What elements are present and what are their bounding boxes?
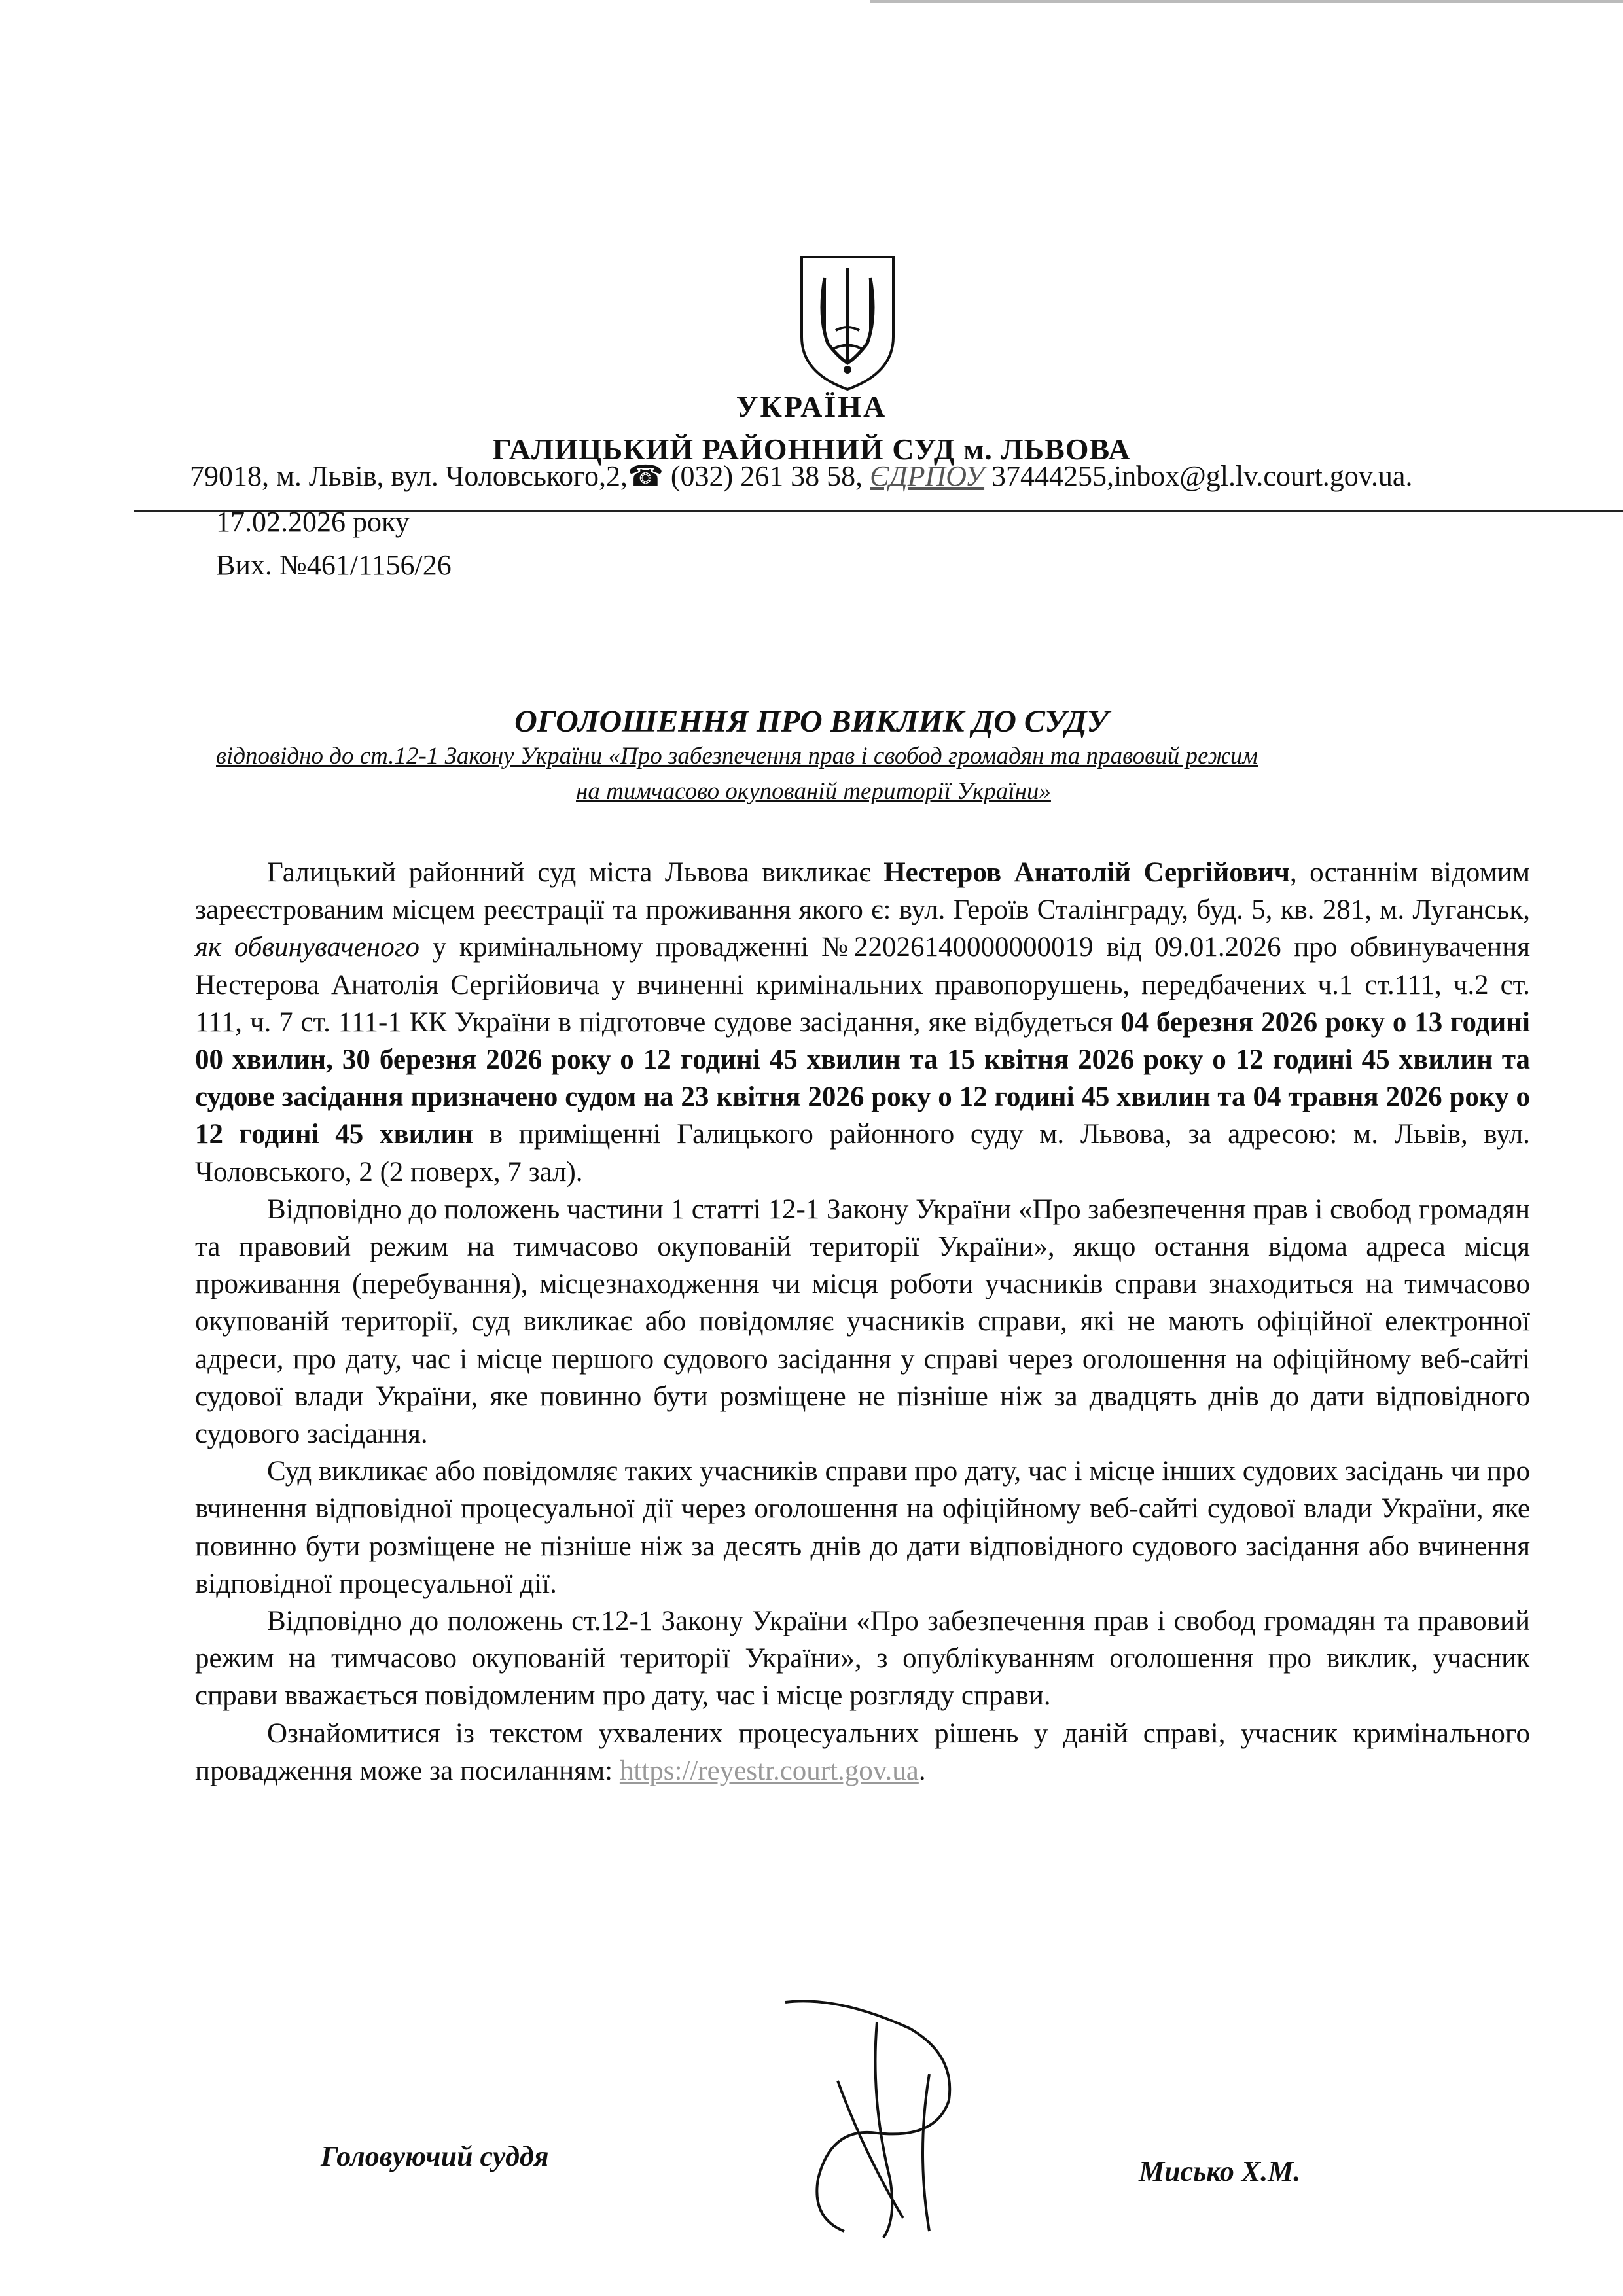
paragraph-law-1: Відповідно до положень частини 1 статті 12-1 Закону України «Про забезпечення прав і свобод громадян та правовий режим на тимчасово окупованій території України», якщо остання відома адреса місця проживання (перебування), місцезнаходження чи місця роботи учасників справи знаходиться на тимчасово окупованій території, суд викликає або повідомляє учасників справи, які не мають офіційної електронної адреси, про дату, час і місце першого судового засідання у справі через оголошення на офіційному веб-сайті судової влади України, яке повинно бути розміщене не пізніше ніж за двадцять днів до дати відповідного судового засідання. [195, 1193, 1530, 1450]
address: 79018, м. Львів, вул. Чоловського,2, [190, 460, 628, 492]
phone: (032) 261 38 58, [663, 460, 863, 492]
court-contacts [190, 459, 1412, 493]
scan-edge-line [870, 0, 1623, 3]
coat-of-arms-emblem [795, 252, 900, 393]
paragraph-summons: Галицький районний суд міста Львова викликає Нестеров Анатолій Сергійович, останнім відомим зареєстрованим місцем реєстрації та проживання якого є: вул. Героїв Сталінграду, буд. 5, кв. 281, м. Луганськ, як обвинуваченого у кримінальному провадженні №22026140000000019 від 09.01.2026 про обвинувачення Нестерова Анатолія Сергійовича у вчиненні кримінальних правопорушень, передбачених ч.1 ст.111, ч.2 ст. 111, ч. 7 ст. 111-1 КК України в підготовче судове засідання, яке відбудеться 04 березня 2026 року о 13 годині 00 хвилин, 30 березня 2026 року о 12 годині 45 хвилин та 15 квітня 2026 року о 12 годині 45 хвилин та судове засідання призначено судом на 23 квітня 2026 року о 12 годині 45 хвилин та 04 травня 2026 року о 12 годині 45 хвилин в приміщенні Галицького районного суду м. Львова, за адресою: м. Львів, вул. Чоловського, 2 (2 поверх, 7 зал). [195, 857, 1531, 1188]
country-name: УКРАЇНА [736, 390, 887, 423]
hearing-dates: 04 березня 2026 року о 13 годині 00 хвилин, 30 березня 2026 року о 12 годині 45 хвилин та 15 квітня 2026 року о 12 годині 45 хвилин та судове засідання призначено судом на 23 квітня 2026 року о 12 годині 45 хвилин та 04 травня 2026 року о 12 годині 45 хвилин [195, 1006, 1531, 1150]
outgoing-number: Вих. №461/1156/26 [216, 549, 452, 581]
contact-tail: 37444255,inbox@gl.lv.court.gov.ua. [984, 460, 1413, 492]
notice-subtitle-line2: на тимчасово окупованій території України» [576, 778, 1051, 805]
defendant-name: Нестеров Анатолій Сергійович [883, 857, 1290, 888]
phone-icon: ☎ [628, 460, 664, 492]
presiding-judge-label: Головуючий суддя [321, 2140, 549, 2172]
notice-body [195, 854, 1530, 1790]
document-date: 17.02.2026 року [216, 506, 410, 538]
court-name: ГАЛИЦЬКИЙ РАЙОННИЙ СУД м. ЛЬВОВА [492, 433, 1131, 466]
edrpou-label: ЄДРПОУ [870, 460, 985, 492]
registry-link[interactable]: https://reyestr.court.gov.ua [619, 1755, 919, 1786]
paragraph-link: Ознайомитися із текстом ухвалених процесуальних рішень у даній справі, учасник кримінального провадження може за посиланням: https://reyestr.court.gov.ua. [195, 1718, 1530, 1786]
defendant-role: як обвинуваченого [195, 932, 420, 963]
judge-signature [759, 1983, 982, 2244]
paragraph-law-3: Відповідно до положень ст.12-1 Закону України «Про забезпечення прав і свобод громадян та правовий режим на тимчасово окупованій території України», з опублікуванням оголошення про виклик, учасник справи вважається повідомленим про дату, час і місце розгляду справи. [195, 1606, 1530, 1712]
paragraph-law-2: Суд викликає або повідомляє таких учасників справи про дату, час і місце інших судових засідань чи про вчинення відповідної процесуальної дії через оголошення на офіційному веб-сайті судової влади України, яке повинно бути розміщене не пізніше ніж за десять днів до дати відповідного судового засідання або вчинення відповідної процесуальної дії. [195, 1456, 1530, 1599]
notice-title: ОГОЛОШЕННЯ ПРО ВИКЛИК ДО СУДУ [514, 704, 1109, 739]
judge-name: Мисько Х.М. [1139, 2155, 1301, 2187]
notice-subtitle-line1: відповідно до ст.12-1 Закону України «Про забезпечення прав і свобод громадян та правовий режим [216, 743, 1258, 769]
